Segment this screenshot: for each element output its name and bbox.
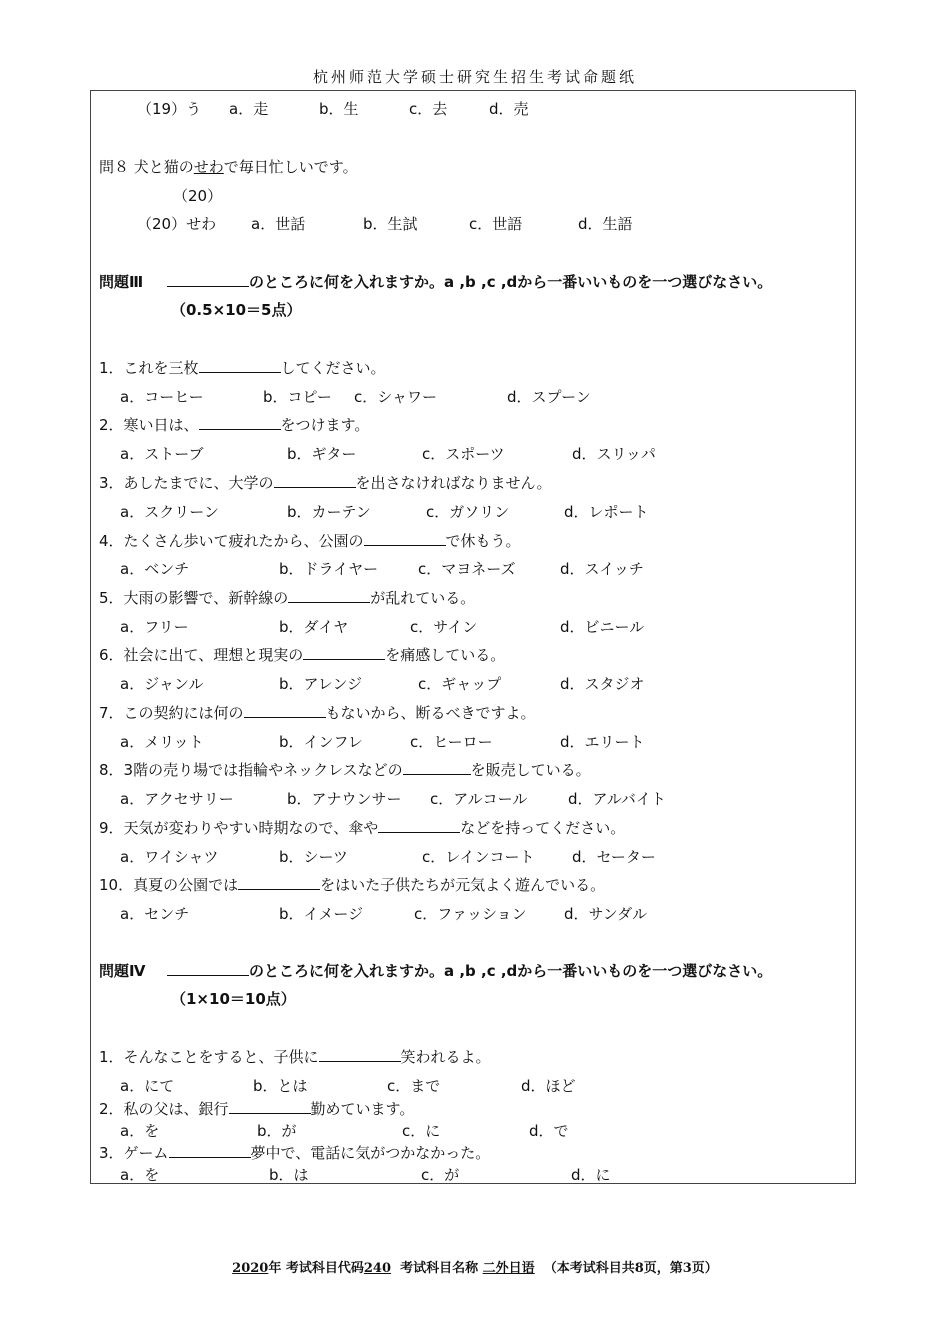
option-d: d．スリッパ [572, 445, 656, 463]
option-b: b．アレンジ [279, 675, 363, 693]
question-stem [99, 415, 369, 435]
question-stem [99, 760, 591, 780]
option-a: a．コーヒー [120, 388, 204, 406]
option-c: c．サイン [410, 618, 478, 636]
question-stem [99, 1047, 491, 1067]
question-stem [99, 1143, 490, 1163]
question-stem-pre: 4．たくさん歩いて疲れたから、公園の [99, 532, 364, 550]
q20-option-d: d．生語 [578, 215, 633, 233]
question-stem-pre: 2．私の父は、銀行 [99, 1100, 229, 1118]
question-stem-pre: 1．そんなことをすると、子供に [99, 1048, 319, 1066]
question-stem-post: 笑われるよ。 [400, 1048, 491, 1066]
q20-option-a: a．世話 [251, 215, 306, 233]
option-c: c．マヨネーズ [418, 560, 516, 578]
section4-blank [167, 961, 249, 976]
option-a: a．ワイシャツ [120, 848, 219, 866]
footer-year-label: 年 考试科目代码 [268, 1261, 364, 1276]
question-stem-pre: 9．天気が変わりやすい時期なので、傘や [99, 819, 379, 837]
q19-option-d: d．売 [489, 100, 529, 118]
footer-code: 240 [363, 1261, 392, 1276]
answer-blank [169, 1143, 251, 1158]
option-b: b．は [269, 1166, 309, 1184]
question-stem-pre: 7．この契約には何の [99, 704, 244, 722]
section3-instruction: のところに何を入れますか。a ,b ,c ,dから一番いいものを一つ選びなさい。 [249, 273, 773, 291]
q8-marker: （20） [173, 187, 223, 205]
question-stem [99, 531, 521, 551]
answer-blank [229, 1099, 311, 1114]
footer-name-label: 考试科目名称 [400, 1261, 479, 1276]
question-stem-pre: 1．これを三枚 [99, 359, 199, 377]
option-c: c．ファッション [414, 905, 527, 923]
question-stem [99, 875, 605, 895]
section3-title: 問題Ⅲ [99, 273, 144, 291]
option-b: b．ギター [287, 445, 357, 463]
question-stem-post: 夢中で、電話に気がつかなかった。 [250, 1144, 491, 1162]
section4-instruction-line [167, 961, 772, 981]
question-stem [99, 588, 475, 608]
option-d: d．スタジオ [560, 675, 645, 693]
option-a: a．ストーブ [120, 445, 204, 463]
section4-points: （1×10＝10点） [171, 990, 296, 1008]
question-stem-pre: 2．寒い日は、 [99, 416, 199, 434]
option-d: d．エリート [560, 733, 645, 751]
option-a: a．メリット [120, 733, 204, 751]
answer-blank [244, 703, 326, 718]
option-a: a．を [120, 1122, 160, 1140]
option-b: b．ダイヤ [279, 618, 349, 636]
q20-option-c: c．世語 [469, 215, 523, 233]
option-d: d．レポート [564, 503, 649, 521]
option-c: c．が [421, 1166, 460, 1184]
question-stem-post: してください。 [280, 359, 386, 377]
option-c: c．ヒーロー [410, 733, 493, 751]
option-c: c．レインコート [422, 848, 535, 866]
question-stem-post: などを持ってください。 [460, 819, 626, 837]
question-stem [99, 703, 536, 723]
question-stem-post: を販売している。 [470, 761, 591, 779]
option-c: c．まで [387, 1077, 441, 1095]
option-d: d．スプーン [507, 388, 591, 406]
footer-year: 2020 [232, 1261, 269, 1276]
option-d: d．ほど [521, 1077, 576, 1095]
question-stem-post: をつけます。 [280, 416, 370, 434]
footer-subject: 二外日语 [482, 1261, 535, 1276]
question-stem-post: をはいた子供たちが元気よく遊んでいる。 [320, 876, 606, 894]
option-d: d．に [571, 1166, 611, 1184]
option-a: a．ベンチ [120, 560, 190, 578]
option-b: b．シーツ [279, 848, 348, 866]
question-stem-pre: 10．真夏の公園では [99, 876, 239, 894]
exam-content-frame [90, 90, 856, 1184]
option-d: d．スイッチ [560, 560, 644, 578]
option-b: b．カーテン [287, 503, 371, 521]
option-d: d．セーター [572, 848, 656, 866]
option-b: b．ドライヤー [279, 560, 379, 578]
answer-blank [288, 588, 370, 603]
exam-header: 杭州师范大学硕士研究生招生考试命题纸 [312, 68, 637, 86]
section3-blank [167, 272, 249, 287]
footer-pages: （本考试科目共8页，第3页） [543, 1261, 718, 1276]
option-a: a．アクセサリー [120, 790, 234, 808]
question-stem-post: を痛感している。 [385, 646, 506, 664]
option-a: a．スクリーン [120, 503, 219, 521]
question-stem [99, 1099, 414, 1119]
question-stem [99, 358, 386, 378]
option-b: b．が [257, 1122, 297, 1140]
question-stem-post: もないから、断るべきですよ。 [325, 704, 536, 722]
option-d: d．サンダル [564, 905, 648, 923]
q8-suffix: で毎日忙しいです。 [223, 158, 358, 176]
answer-blank [199, 358, 281, 373]
q8-sentence [99, 157, 358, 177]
option-b: b．とは [253, 1077, 308, 1095]
section3-points: （0.5×10＝5点） [171, 301, 302, 319]
answer-blank [199, 415, 281, 430]
option-a: a．にて [120, 1077, 175, 1095]
question-stem-post: を出さなければなりません。 [355, 474, 552, 492]
q19-option-a: a．走 [229, 100, 269, 118]
section4-title: 問題Ⅳ [99, 962, 146, 980]
option-c: c．ギャップ [418, 675, 502, 693]
question-stem-pre: 8．3階の売り場では指輪やネックレスなどの [99, 761, 403, 779]
exam-footer [0, 1257, 950, 1276]
question-stem [99, 473, 551, 493]
question-stem-pre: 3．ゲーム [99, 1144, 169, 1162]
option-d: d．で [529, 1122, 569, 1140]
option-c: c．スポーツ [422, 445, 505, 463]
question-stem-post: が乱れている。 [370, 589, 476, 607]
question-stem-post: 勤めています。 [310, 1100, 415, 1118]
q19-option-c: c．去 [409, 100, 448, 118]
q8-prefix: 問８ 犬と猫の [99, 158, 194, 176]
question-stem-post: で休もう。 [445, 532, 521, 550]
answer-blank [403, 760, 471, 775]
question-stem-pre: 5．大雨の影響で、新幹線の [99, 589, 289, 607]
question-stem [99, 645, 505, 665]
option-d: d．ビニール [560, 618, 645, 636]
option-d: d．アルバイト [568, 790, 666, 808]
option-b: b．コピー [263, 388, 332, 406]
q20-option-b: b．生試 [363, 215, 418, 233]
option-b: b．イメージ [279, 905, 364, 923]
q19-number: （19）う [137, 100, 202, 118]
option-b: b．アナウンサー [287, 790, 402, 808]
q19-option-b: b．生 [319, 100, 359, 118]
q20-number: （20）せわ [137, 215, 217, 233]
section4-instruction: のところに何を入れますか。a ,b ,c ,dから一番いいものを一つ選びなさい。 [249, 962, 773, 980]
question-stem-pre: 6．社会に出て、理想と現実の [99, 646, 304, 664]
option-a: a．ジャンル [120, 675, 204, 693]
answer-blank [303, 645, 385, 660]
option-c: c．ガソリン [426, 503, 510, 521]
question-stem [99, 818, 625, 838]
option-a: a．を [120, 1166, 160, 1184]
section3-instruction-line [167, 272, 772, 292]
answer-blank [364, 531, 446, 546]
option-c: c．アルコール [430, 790, 528, 808]
answer-blank [274, 473, 356, 488]
option-a: a．フリー [120, 618, 189, 636]
option-c: c．シャワー [354, 388, 437, 406]
answer-blank [378, 818, 460, 833]
q8-underlined-word: せわ [193, 158, 224, 176]
answer-blank [238, 875, 320, 890]
question-stem-pre: 3．あしたまでに、大学の [99, 474, 274, 492]
option-c: c．に [402, 1122, 441, 1140]
option-b: b．インフレ [279, 733, 363, 751]
answer-blank [319, 1047, 401, 1062]
option-a: a．センチ [120, 905, 190, 923]
